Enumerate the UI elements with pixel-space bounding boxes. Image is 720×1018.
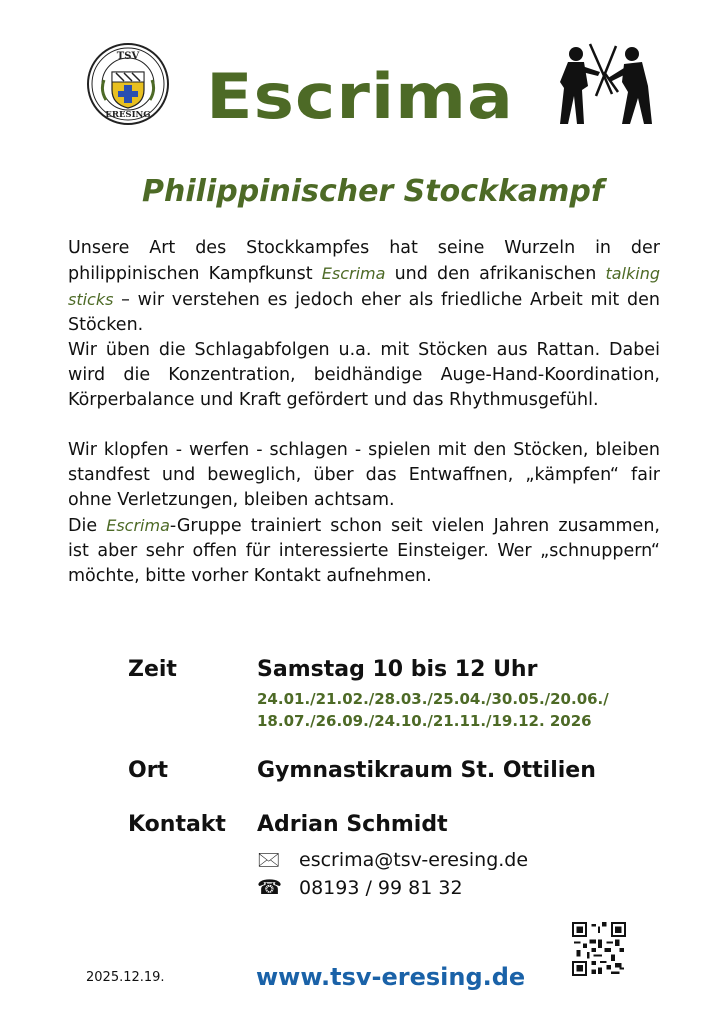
highlight-talking-sticks: talking sticks <box>68 264 660 309</box>
zeit-label: Zeit <box>128 657 177 682</box>
website-link[interactable]: www.tsv-eresing.de <box>256 963 526 991</box>
description <box>68 236 660 589</box>
page-title: Escrima <box>206 61 514 134</box>
highlight-escrima: Escrima <box>321 264 386 283</box>
ort-value: Gymnastikraum St. Ottilien <box>257 758 596 783</box>
zeit-value: Samstag 10 bis 12 Uhr <box>257 657 538 682</box>
svg-text:TSV: TSV <box>116 51 140 62</box>
paragraph-group <box>68 513 660 589</box>
text: – wir verstehen es jedoch eher als friedliche Arbeit mit den Stöcken. <box>68 290 660 335</box>
highlight-escrima: Escrima <box>106 516 170 535</box>
kontakt-name: Adrian Schmidt <box>257 812 448 837</box>
text: Die <box>68 516 107 536</box>
dates-line: 18.07./26.09./24.10./21.11./19.12. 2026 <box>257 712 592 730</box>
ort-label: Ort <box>128 758 169 783</box>
text: und den afrikanischen <box>385 264 606 284</box>
paragraph-activities: Wir klopfen - werfen - schlagen - spielen mit den Stöcken, bleiben standfest und beweglich, über das Entwaffnen, „kämpfen“ fair ohne Verletzungen, bleiben achtsam. <box>68 440 660 510</box>
mail-icon: 🖂 <box>257 847 281 871</box>
fighters-silhouette-icon <box>552 42 664 128</box>
text: Unsere Art des Stockkampfes hat seine Wurzeln in der philippinischen Kampfkunst <box>68 238 660 284</box>
training-dates <box>257 688 609 732</box>
page-subtitle: Philippinischer Stockkampf <box>142 174 604 209</box>
paragraph-training: Wir üben die Schlagabfolgen u.a. mit Stöcken aus Rattan. Dabei wird die Konzentration, beidhändige Auge-Hand-Koordination, Körperbalance und Kraft gefördert und das Rhythmusgefühl. <box>68 340 660 410</box>
email-link[interactable]: escrima@tsv-eresing.de <box>299 849 529 871</box>
text: -Gruppe trainiert schon seit vielen Jahren zusammen, ist aber sehr offen für interessierte Einsteiger. Wer „schnuppern“ möchte, bitte vorher Kontakt aufnehmen. <box>68 516 660 586</box>
phone-line <box>257 875 463 899</box>
svg-text:ERESING: ERESING <box>105 110 151 120</box>
dates-line: 24.01./21.02./28.03./25.04./30.05./20.06./ <box>257 690 609 708</box>
kontakt-label: Kontakt <box>128 812 226 837</box>
paragraph-origin <box>68 236 660 338</box>
email-line <box>257 845 528 879</box>
qr-code <box>572 922 626 976</box>
print-date: 2025.12.19. <box>86 970 165 985</box>
phone-icon: ☎ <box>257 875 282 899</box>
phone-number[interactable]: 08193 / 99 81 32 <box>299 877 463 899</box>
